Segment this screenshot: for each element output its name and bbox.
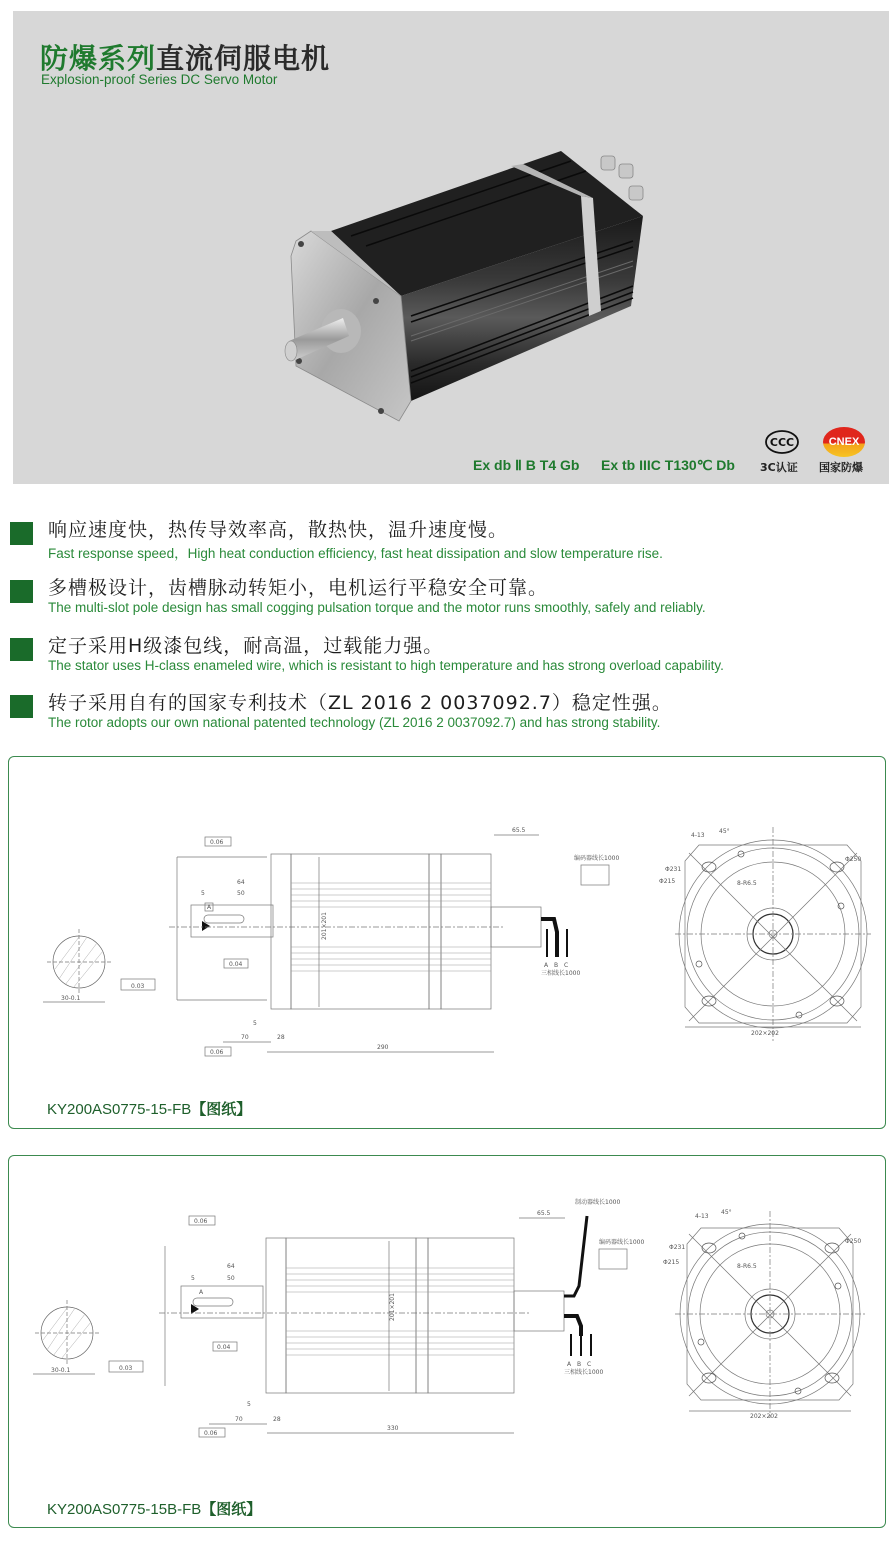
- svg-text:202×202: 202×202: [751, 1030, 779, 1037]
- ccc-logo-icon: [765, 430, 799, 454]
- bullet-square-icon: [10, 580, 33, 603]
- svg-text:8-R6.5: 8-R6.5: [737, 880, 757, 887]
- svg-text:B: B: [577, 1361, 582, 1368]
- svg-text:三相线长1000: 三相线长1000: [564, 1369, 604, 1376]
- svg-text:0.06: 0.06: [210, 1049, 224, 1056]
- svg-text:Φ215: Φ215: [659, 878, 676, 885]
- technical-drawing: [9, 1156, 887, 1529]
- drawing-panel-1: [8, 756, 886, 1129]
- svg-text:4-13: 4-13: [691, 832, 705, 839]
- svg-text:65.5: 65.5: [537, 1210, 551, 1217]
- svg-text:编码器线长1000: 编码器线长1000: [574, 855, 620, 862]
- svg-text:5: 5: [201, 890, 205, 897]
- svg-text:50: 50: [227, 1275, 235, 1282]
- svg-text:A: A: [207, 904, 212, 911]
- svg-text:5: 5: [247, 1401, 251, 1408]
- cnex-logo-icon: CNEX: [823, 427, 865, 457]
- feature-description: The rotor adopts our own national patented technology (ZL 2016 2 0037092.7) and has strong stability.: [48, 715, 661, 730]
- bullet-square-icon: [10, 638, 33, 661]
- technical-drawing: [9, 757, 887, 1130]
- svg-text:30-0.1: 30-0.1: [61, 995, 81, 1002]
- svg-text:70: 70: [235, 1416, 243, 1423]
- title-product: 直流伺服电机: [156, 42, 331, 75]
- svg-text:Φ250: Φ250: [845, 1238, 862, 1245]
- svg-text:45°: 45°: [721, 1209, 732, 1216]
- feature-description: Fast response speed，High heat conduction efficiency, fast heat dissipation and slow temperature rise.: [48, 546, 663, 561]
- side-view: [169, 827, 619, 1056]
- svg-text:0.06: 0.06: [194, 1218, 208, 1225]
- svg-text:5: 5: [253, 1020, 257, 1027]
- model-number: KY200AS0775-15-FB: [47, 1101, 192, 1118]
- ccc-label: 3C认证: [760, 461, 798, 474]
- cert-marking-gas: Ex db Ⅱ B T4 Gb: [473, 457, 580, 473]
- svg-text:64: 64: [227, 1263, 235, 1270]
- svg-text:0.03: 0.03: [131, 983, 145, 990]
- feature-description: The multi-slot pole design has small cogging pulsation torque and the motor runs smoothly, safely and reliably.: [48, 600, 706, 615]
- svg-text:C: C: [564, 962, 569, 969]
- svg-text:8-R6.5: 8-R6.5: [737, 1263, 757, 1270]
- svg-text:B: B: [554, 962, 559, 969]
- feature-description: The stator uses H-class enameled wire, which is resistant to high temperature and has strong overload capability.: [48, 658, 724, 673]
- svg-text:201×201: 201×201: [321, 912, 328, 940]
- drawing-panel-2: [8, 1155, 886, 1528]
- shaft-section-view: [43, 929, 155, 1002]
- svg-text:290: 290: [377, 1044, 389, 1051]
- svg-text:330: 330: [387, 1425, 399, 1432]
- feature-title: 转子采用自有的国家专利技术（ZL 2016 2 0037092.7）稳定性强。: [48, 692, 672, 714]
- title-series: 防爆系列: [40, 42, 157, 75]
- svg-text:Φ231: Φ231: [669, 1244, 686, 1251]
- model-label: [47, 1498, 261, 1519]
- drawing-tag: 【图纸】: [201, 1501, 262, 1518]
- svg-text:编码器线长1000: 编码器线长1000: [599, 1239, 645, 1246]
- svg-text:Φ231: Φ231: [665, 866, 682, 873]
- svg-text:C: C: [587, 1361, 592, 1368]
- end-view: [659, 827, 871, 1041]
- svg-text:28: 28: [277, 1034, 285, 1041]
- svg-text:64: 64: [237, 879, 245, 886]
- hero-banner: [13, 11, 889, 484]
- svg-text:A: A: [199, 1289, 204, 1296]
- svg-text:Φ215: Φ215: [663, 1259, 680, 1266]
- svg-text:202×202: 202×202: [750, 1413, 778, 1420]
- svg-text:A: A: [567, 1361, 572, 1368]
- svg-text:201×201: 201×201: [389, 1293, 396, 1321]
- svg-text:0.06: 0.06: [210, 839, 224, 846]
- svg-text:30-0.1: 30-0.1: [51, 1367, 71, 1374]
- cnex-label: 国家防爆: [819, 461, 863, 474]
- svg-text:0.03: 0.03: [119, 1365, 133, 1372]
- model-number: KY200AS0775-15B-FB: [47, 1501, 202, 1518]
- svg-text:0.04: 0.04: [229, 961, 243, 968]
- bullet-square-icon: [10, 522, 33, 545]
- svg-text:5: 5: [191, 1275, 195, 1282]
- side-view: [159, 1198, 644, 1437]
- svg-text:45°: 45°: [719, 828, 730, 835]
- page-subtitle: Explosion-proof Series DC Servo Motor: [41, 72, 278, 87]
- svg-text:0.04: 0.04: [217, 1344, 231, 1351]
- svg-text:Φ250: Φ250: [845, 856, 862, 863]
- svg-text:0.06: 0.06: [204, 1430, 218, 1437]
- motor-product-image: [271, 136, 671, 436]
- svg-text:4-13: 4-13: [695, 1213, 709, 1220]
- drawing-tag: 【图纸】: [191, 1101, 252, 1118]
- feature-title: 多槽极设计，齿槽脉动转矩小，电机运行平稳安全可靠。: [48, 577, 549, 599]
- svg-text:制动器线长1000: 制动器线长1000: [575, 1199, 621, 1206]
- model-label: [47, 1098, 251, 1119]
- svg-text:CCC: CCC: [769, 436, 795, 449]
- shaft-section-view: [33, 1300, 143, 1374]
- svg-text:50: 50: [237, 890, 245, 897]
- svg-text:65.5: 65.5: [512, 827, 526, 834]
- feature-title: 响应速度快，热传导效率高，散热快，温升速度慢。: [48, 519, 509, 541]
- end-view: [663, 1209, 865, 1420]
- bullet-square-icon: [10, 695, 33, 718]
- feature-title: 定子采用H级漆包线，耐高温，过载能力强。: [48, 635, 444, 657]
- cert-marking-dust: Ex tb IIIC T130℃ Db: [601, 457, 735, 473]
- svg-text:三相线长1000: 三相线长1000: [541, 970, 581, 977]
- svg-text:A: A: [544, 962, 549, 969]
- svg-text:70: 70: [241, 1034, 249, 1041]
- page-title: [40, 37, 330, 77]
- svg-text:28: 28: [273, 1416, 281, 1423]
